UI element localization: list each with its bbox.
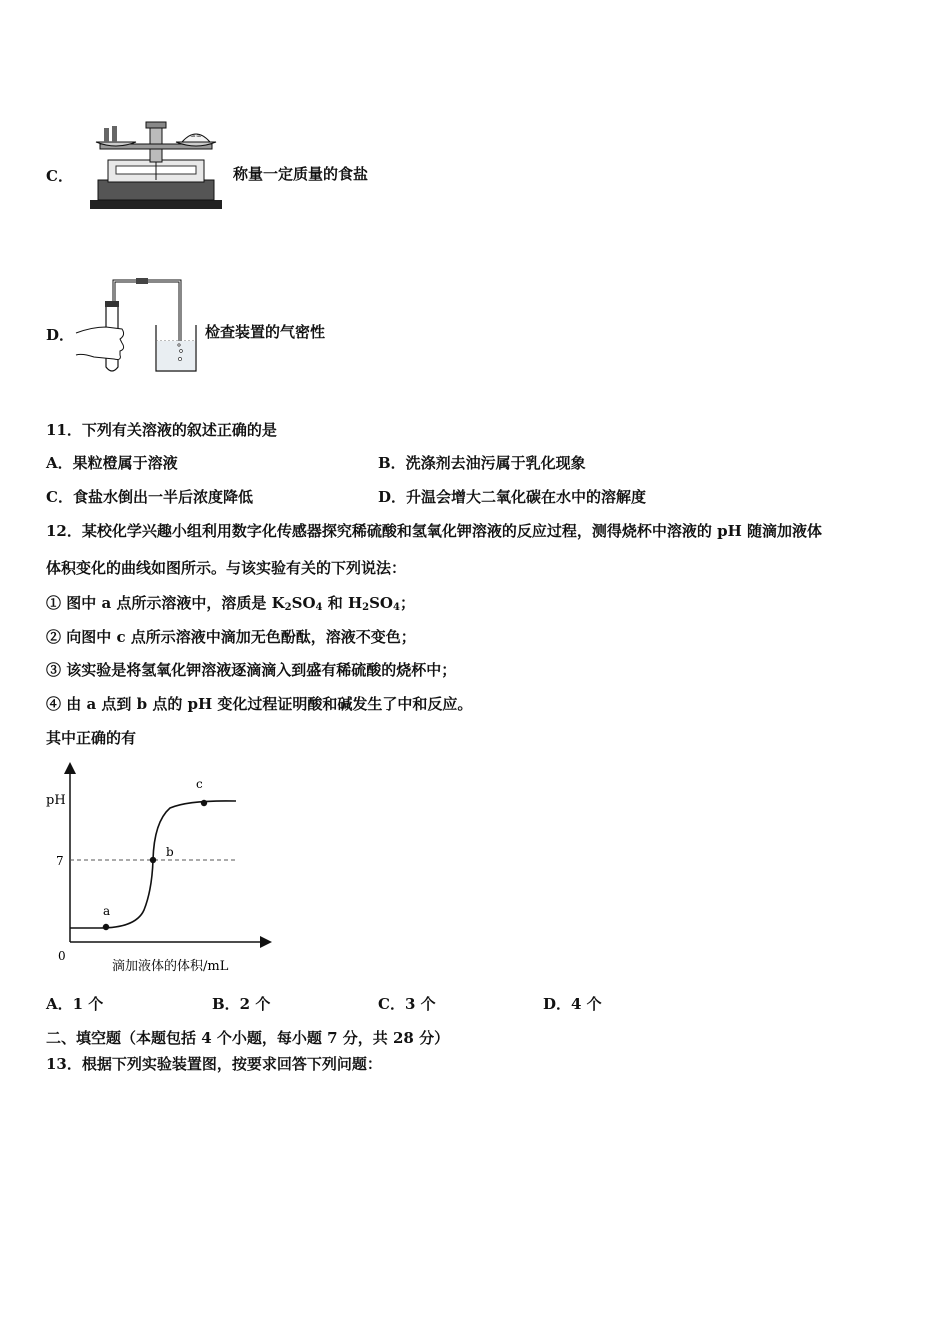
point-a — [103, 924, 109, 930]
q12-option-b: B．2 个 — [212, 995, 271, 1013]
question-12-stem-line1: 12．某校化学兴趣小组利用数字化传感器探究稀硫酸和氢氧化钾溶液的反应过程，测得烧杯中溶液的 pH 随滴加液体 — [46, 522, 822, 540]
q12-option-c: C．3 个 — [378, 995, 436, 1013]
statement-4: ④ 由 a 点到 b 点的 pH 变化过程证明酸和碱发生了中和反应。 — [46, 695, 473, 713]
x-axis-label: 滴加液体的体积/mL — [112, 959, 229, 974]
option-c-caption: 称量一定质量的食盐 — [233, 165, 369, 183]
ph-curve — [70, 801, 236, 928]
svg-text:≈≈: ≈≈ — [190, 132, 202, 140]
statement-3: ③ 该实验是将氢氧化钾溶液逐滴滴入到盛有稀硫酸的烧杯中； — [46, 661, 457, 679]
point-c — [201, 800, 207, 806]
q12-option-a: A．1 个 — [46, 995, 104, 1013]
ph-curve-chart — [40, 760, 280, 980]
point-b-label: b — [166, 845, 174, 859]
question-12-prompt: 其中正确的有 — [46, 729, 137, 747]
q12-option-d: D．4 个 — [543, 995, 602, 1013]
question-13-stem: 13．根据下列实验装置图，按要求回答下列问题： — [46, 1055, 382, 1073]
section-2-heading: 二、填空题（本题包括 4 个小题，每小题 7 分，共 28 分） — [46, 1029, 450, 1047]
y-tick-7: 7 — [56, 854, 64, 868]
q11-option-c: C．食盐水倒出一半后浓度降低 — [46, 488, 253, 506]
option-c-letter: C． — [46, 167, 73, 185]
statement-2: ② 向图中 c 点所示溶液中滴加无色酚酞，溶液不变色； — [46, 628, 416, 646]
q11-option-a: A．果粒橙属于溶液 — [46, 454, 178, 472]
statement-1: ① 图中 a 点所示溶液中，溶质是 $K_2SO_4$ 和 $H_2SO_4$； — [46, 594, 415, 613]
question-11-stem: 11．下列有关溶液的叙述正确的是 — [46, 421, 277, 439]
point-a-label: a — [103, 904, 111, 918]
origin-label: 0 — [58, 949, 66, 963]
option-d-caption: 检查装置的气密性 — [205, 323, 326, 341]
balance-figure — [86, 118, 226, 212]
q11-option-b: B．洗涤剂去油污属于乳化现象 — [378, 454, 586, 472]
point-c-label: c — [196, 777, 203, 791]
airtightness-apparatus-figure — [74, 275, 198, 379]
option-d-letter: D． — [46, 326, 75, 344]
question-12-stem-line2: 体积变化的曲线如图所示。与该实验有关的下列说法： — [46, 559, 407, 577]
point-b — [150, 857, 156, 863]
y-axis-label: pH — [46, 793, 66, 808]
q11-option-d: D．升温会增大二氧化碳在水中的溶解度 — [378, 488, 647, 506]
